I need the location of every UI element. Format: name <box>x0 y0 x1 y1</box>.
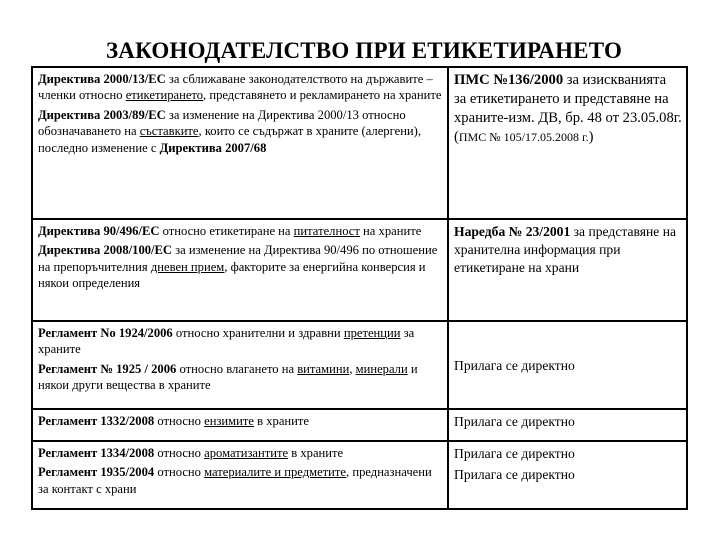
national-act <box>454 223 682 277</box>
national-legislation-cell <box>448 321 687 409</box>
act-title: Регламент No 1924/2006 <box>38 326 173 340</box>
act-text: , представянето и рекламирането на храните <box>203 88 442 103</box>
regulation-entry <box>38 445 443 461</box>
eu-legislation-cell <box>32 219 448 321</box>
applies-directly-text: Прилага се директно <box>454 414 575 429</box>
act-title: Директива 90/496/ЕС <box>38 224 160 238</box>
national-legislation-cell <box>448 409 687 441</box>
act-text: относно <box>154 465 205 480</box>
regulation-entry <box>38 464 443 497</box>
act-text: и някои други вещества в храните <box>38 361 418 393</box>
act-subject: материалите и предметите <box>204 465 347 480</box>
eu-legislation-cell <box>32 409 448 441</box>
act-text: , които се съдържат в храните (алергени), последно изменение с <box>38 124 422 155</box>
act-subject: минерали <box>355 361 408 376</box>
directive-entry <box>38 223 443 239</box>
act-subject: претенции <box>343 326 401 340</box>
act-subject: витамини <box>297 361 350 376</box>
act-text: за представяне на хранителна информация при етикетиране на храни <box>454 224 677 275</box>
act-text: относно хранителни и здравни <box>172 326 344 340</box>
table-row <box>32 321 687 409</box>
act-title: Регламент 1332/2008 <box>38 414 155 428</box>
table-row <box>32 219 687 321</box>
act-text: за изменение на Директива 2000/13 относно обозначаването на <box>38 107 406 139</box>
act-text: относно етикетиране на <box>159 224 294 238</box>
act-text: за изискванията за етикетирането и представяне на храните-изм. ДВ, бр. 48 от 23.05.08г. ( <box>454 72 682 145</box>
act-title: Регламент 1935/2004 <box>38 465 155 480</box>
act-title: Директива 2008/100/ЕС <box>38 243 173 258</box>
regulation-entry <box>38 325 443 358</box>
act-text: , предназначени за контакт с храни <box>38 465 432 496</box>
regulation-entry <box>38 361 443 394</box>
act-subject: ароматизантите <box>204 446 289 460</box>
act-text: за храните <box>38 326 415 357</box>
act-text: , <box>349 361 356 376</box>
act-title: Наредба № 23/2001 <box>454 224 571 239</box>
act-text: относно <box>154 414 205 428</box>
applies-directly-text: Прилага се директно <box>454 357 575 373</box>
national-legislation-cell <box>448 219 687 321</box>
act-text: в храните <box>253 414 309 428</box>
national-legislation-cell <box>448 441 687 509</box>
act-title: Директива 2007/68 <box>159 140 267 155</box>
act-text: , факторите за енергийна конверсия и някои определения <box>38 259 426 291</box>
act-title: Регламент 1334/2008 <box>38 446 155 460</box>
eu-legislation-cell <box>32 321 448 409</box>
national-act <box>454 71 682 147</box>
act-subject: дневен прием <box>150 259 225 274</box>
act-text: ) <box>588 129 594 145</box>
directive-entry <box>38 242 443 291</box>
regulation-entry <box>38 413 443 429</box>
page-title: ЗАКОНОДАТЕЛСТВО ПРИ ЕТИКЕТИРАНЕТО <box>105 38 623 63</box>
applies-directly-text: Прилага се директно <box>454 467 575 482</box>
act-title: Директива 2003/89/ЕС <box>38 107 166 122</box>
directive-entry <box>38 107 443 156</box>
act-amendment: ПМС № 105/17.05.2008 г. <box>458 130 589 144</box>
act-subject: ензимите <box>204 414 254 428</box>
act-subject: питателност <box>293 224 360 238</box>
act-text: в храните <box>288 446 344 460</box>
act-text: за сближаване законодателството на държавите – членки относно <box>38 72 433 103</box>
eu-legislation-cell <box>32 441 448 509</box>
national-legislation-cell <box>448 67 687 219</box>
act-title: Регламент № 1925 / 2006 <box>38 361 177 376</box>
table-row <box>32 67 687 219</box>
act-text: на храните <box>359 224 422 238</box>
act-title: ПМС №136/2000 <box>454 72 564 88</box>
act-text: относно <box>154 446 205 460</box>
directive-entry <box>38 71 443 104</box>
applies-directly-text: Прилага се директно <box>454 446 575 461</box>
act-title: Директива 2000/13/ЕС <box>38 72 166 86</box>
act-subject: етикетирането <box>125 88 204 103</box>
act-text: относно влагането на <box>176 361 298 376</box>
eu-legislation-cell <box>32 67 448 219</box>
act-text: за изменение на Директива 90/496 по отношение на препоръчителния <box>38 243 438 274</box>
table-row <box>32 441 687 509</box>
table-row <box>32 409 687 441</box>
act-subject: съставките <box>139 124 199 139</box>
legislation-table <box>31 66 688 510</box>
